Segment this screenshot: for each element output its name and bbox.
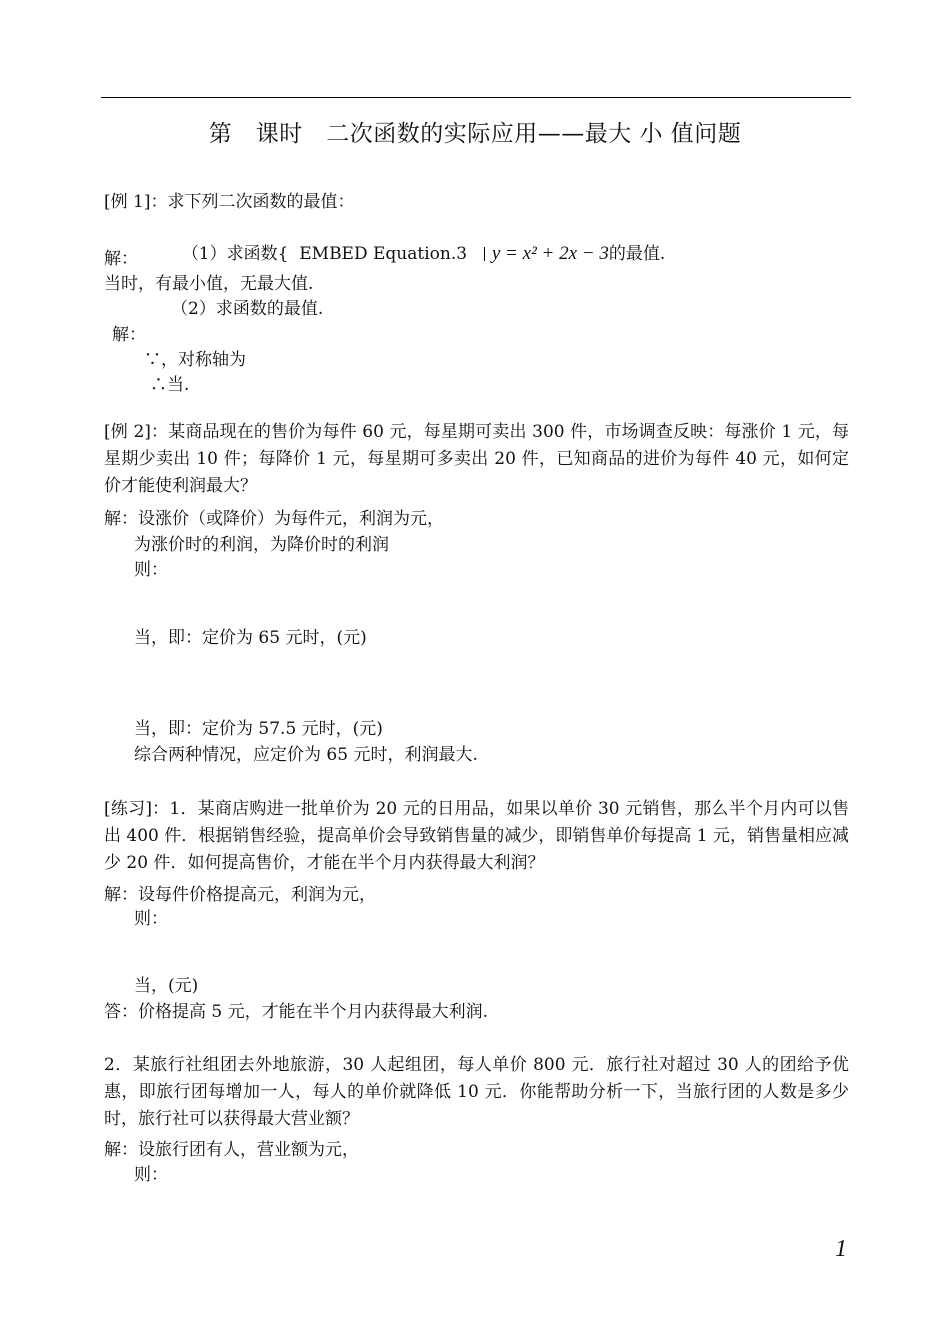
therefore-line: ∴当. [150,375,190,395]
header-rule [101,97,851,98]
question1-prefix: （1）求函数{ EMBED Equation.3 [181,244,478,264]
example1-solution2-label: 解： [112,325,146,345]
because-line: ∵，对称轴为 [144,350,246,370]
example2-conclusion: 综合两种情况，应定价为 65 元时，利润最大. [134,745,478,765]
example1-heading: [例 1]：求下列二次函数的最值： [104,192,355,212]
practice1-answer: 答：价格提高 5 元，才能在半个月内获得最大利润. [104,1002,489,1022]
question1-suffix: 的最值. [608,244,666,264]
example2-solution-line2: 为涨价时的利润，为降价时的利润 [134,535,389,555]
equation-formula: y = x² + 2x − 3 [491,243,609,264]
example1-question1 [171,221,665,265]
practice2-then: 则： [134,1165,168,1185]
practice2-problem: 2．某旅行社组团去外地旅游，30 人起组团，每人单价 800 元．旅行社对超过 30 人的团给予优惠，即旅行团每增加一人，每人的单价就降低 10 元．你能帮助分析一下，当旅行团的人数是多少时，旅行社可以获得最大营业额？ [104,1055,849,1129]
example2-problem: [例 2]：某商品现在的售价为每件 60 元，每星期可卖出 300 件，市场调查反映：每涨价 1 元，每星期少卖出 10 件；每降价 1 元，每星期可多卖出 20 件，已知商品的进价为每件 40 元，如何定价才能使利润最大？ [104,422,849,496]
practice1-problem: [练习]：1．某商店购进一批单价为 20 元的日用品，如果以单价 30 元销售，那么半个月内可以售出 400 件．根据销售经验，提高单价会导致销售量的减少，即销售单价每提高 1 元，销售量相应减少 20 件．如何提高售价，才能在半个月内获得最大利润？ [104,799,849,873]
example1-solution-label: 解： [104,249,138,269]
example2-solution-line1: 解：设涨价（或降价）为每件元，利润为元， [104,509,444,529]
example1-question2: （2）求函数的最值. [171,299,324,319]
example2-case1: 当，即：定价为 65 元时，(元) [134,628,367,648]
practice2-solution: 解：设旅行团有人，营业额为元， [104,1140,359,1160]
practice1-then: 则： [134,909,168,929]
page-title: 第 课时 二次函数的实际应用——最大 小 值问题 [208,121,742,147]
example1-solution-line: 当时，有最小值，无最大值. [104,274,314,294]
example2-then: 则： [134,560,168,580]
page-number: 1 [835,1236,847,1262]
embed-bar [484,247,486,261]
practice1-when: 当，(元) [134,976,199,996]
example2-case2: 当，即：定价为 57.5 元时，(元) [134,719,383,739]
practice1-solution: 解：设每件价格提高元，利润为元， [104,885,376,905]
